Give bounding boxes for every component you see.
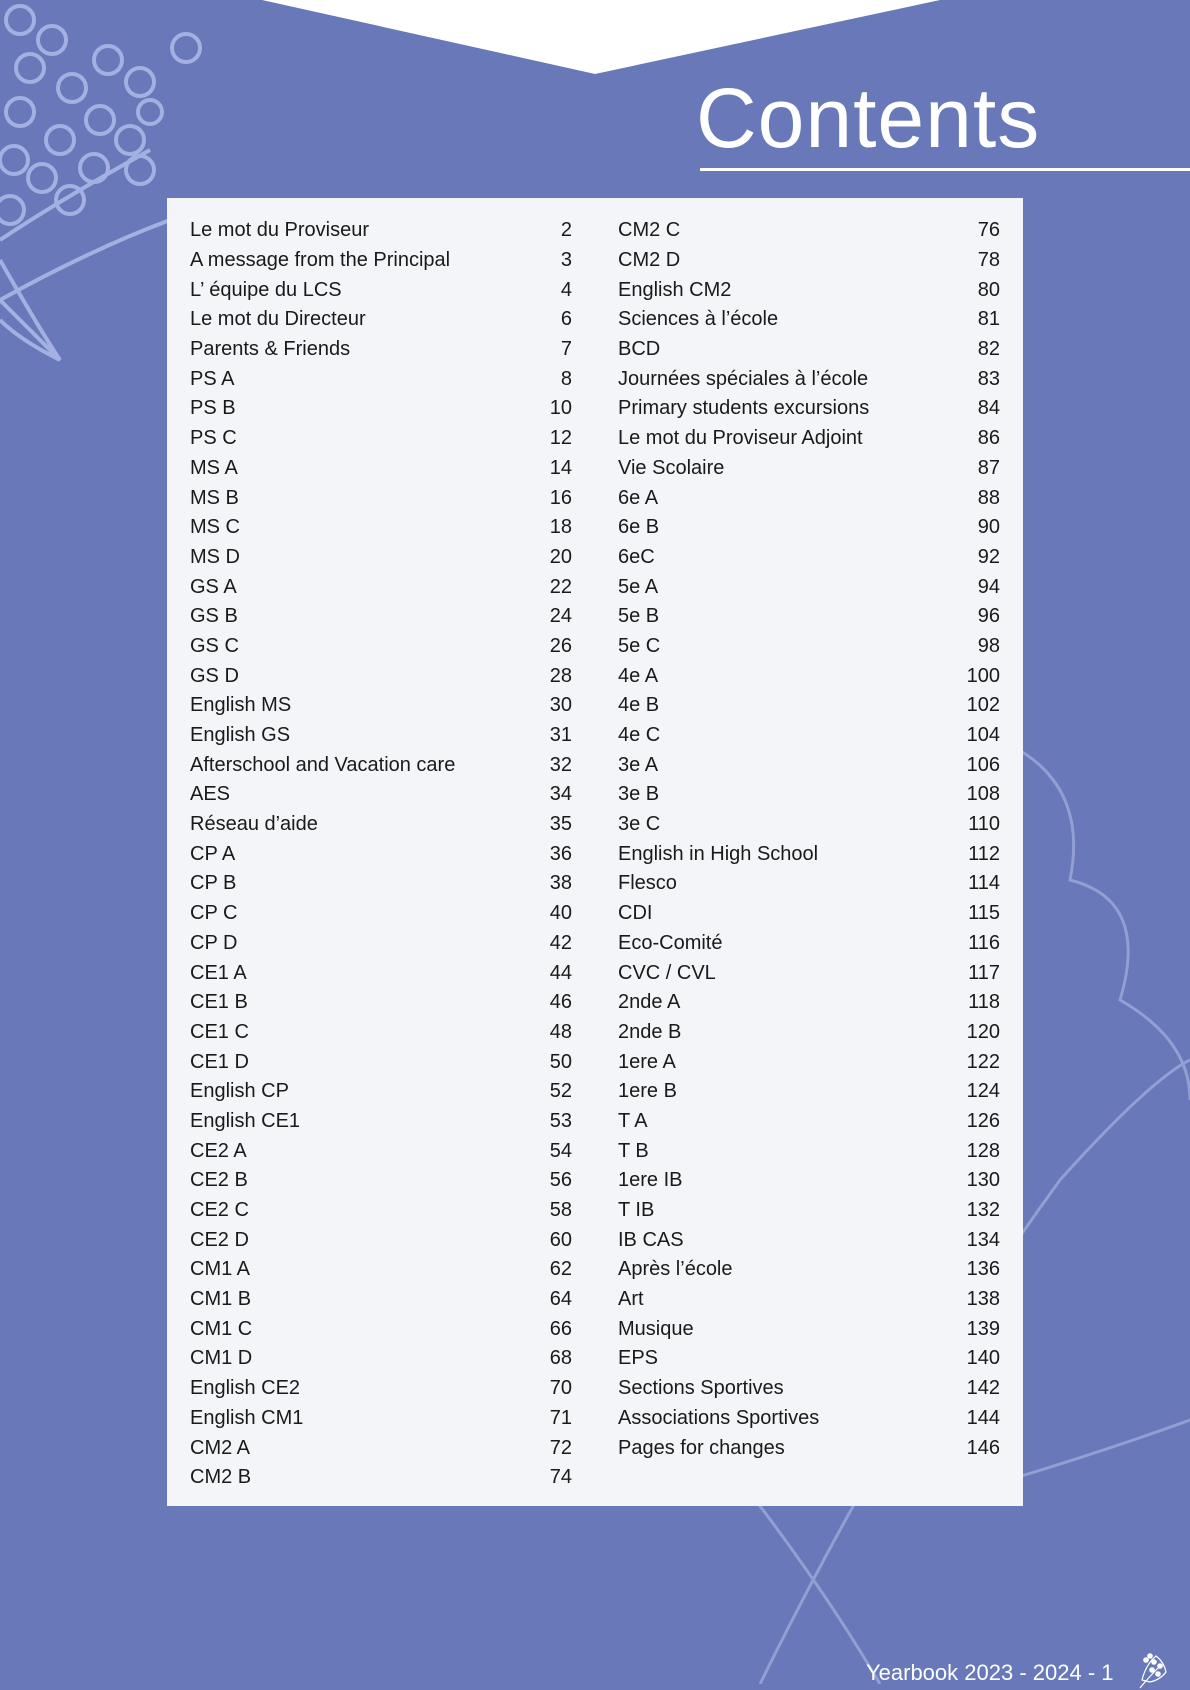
toc-entry-page: 46	[549, 991, 572, 1014]
toc-entry[interactable]	[190, 305, 572, 335]
toc-entry[interactable]	[618, 1314, 1000, 1344]
toc-entry-page: 7	[560, 338, 572, 361]
toc-entry[interactable]	[618, 1077, 1000, 1107]
toc-entry-label: Sciences à l’école	[618, 308, 779, 331]
toc-entry-label: IB CAS	[618, 1228, 684, 1251]
toc-entry-page: 34	[549, 783, 572, 806]
toc-entry-label: T B	[618, 1139, 649, 1162]
toc-entry-label: English CM1	[190, 1406, 304, 1429]
toc-entry-label: MS D	[190, 545, 240, 568]
toc-entry-page: 38	[549, 872, 572, 895]
toc-entry-page: 124	[966, 1080, 1000, 1103]
toc-entry-label: PS A	[190, 367, 235, 390]
toc-entry-page: 10	[549, 397, 572, 420]
toc-entry[interactable]	[618, 364, 1000, 394]
toc-entry-label: GS D	[190, 664, 239, 687]
toc-entry[interactable]	[190, 780, 572, 810]
toc-entry-page: 142	[966, 1377, 1000, 1400]
toc-entry-page: 70	[549, 1377, 572, 1400]
toc-entry[interactable]	[618, 810, 1000, 840]
toc-entry[interactable]	[618, 394, 1000, 424]
toc-entry-label: EPS	[618, 1347, 659, 1370]
toc-entry-page: 132	[966, 1199, 1000, 1222]
toc-entry-page: 82	[977, 338, 1000, 361]
toc-entry[interactable]	[190, 216, 572, 246]
toc-entry-page: 74	[549, 1466, 572, 1489]
footer-page-label: Yearbook 2023 - 2024 - 1	[866, 1660, 1114, 1685]
toc-entry[interactable]	[618, 958, 1000, 988]
toc-entry-label: 5e A	[618, 575, 659, 598]
toc-entry[interactable]	[190, 1344, 572, 1374]
toc-entry[interactable]	[190, 1463, 572, 1493]
toc-entry-page: 90	[977, 516, 1000, 539]
toc-entry-page: 72	[549, 1436, 572, 1459]
toc-entry-page: 120	[966, 1020, 1000, 1043]
toc-entry-page: 50	[549, 1050, 572, 1073]
toc-entry-label: Art	[618, 1288, 644, 1311]
toc-entry[interactable]	[618, 454, 1000, 484]
toc-entry-label: GS B	[190, 605, 238, 628]
toc-entry-label: 4e B	[618, 694, 660, 717]
toc-entry[interactable]	[190, 1374, 572, 1404]
toc-entry[interactable]	[190, 246, 572, 276]
toc-entry-label: 4e A	[618, 664, 659, 687]
toc-entry-page: 48	[549, 1020, 572, 1043]
leaf-logo-icon	[1134, 1650, 1172, 1690]
toc-entry-label: 4e C	[618, 724, 661, 747]
toc-entry-label: CM2 B	[190, 1466, 252, 1489]
toc-entry-page: 102	[966, 694, 1000, 717]
toc-entry-label: PS C	[190, 427, 237, 450]
toc-entry[interactable]	[190, 1107, 572, 1137]
toc-entry-page: 106	[966, 753, 1000, 776]
toc-entry-page: 36	[549, 842, 572, 865]
toc-entry-label: 3e A	[618, 753, 659, 776]
toc-entry-page: 30	[549, 694, 572, 717]
toc-entry-label: 6eC	[618, 545, 655, 568]
toc-entry-page: 115	[968, 902, 1000, 925]
toc-entry-page: 110	[968, 813, 1000, 836]
toc-entry-page: 108	[966, 783, 1000, 806]
toc-entry-label: Afterschool and Vacation care	[190, 753, 456, 776]
toc-entry-page: 2	[560, 219, 572, 242]
toc-entry-label: 3e B	[618, 783, 660, 806]
toc-entry[interactable]	[618, 513, 1000, 543]
toc-entry[interactable]	[618, 246, 1000, 276]
toc-entry-label: 1ere B	[618, 1080, 677, 1103]
toc-entry-label: Flesco	[618, 872, 677, 895]
toc-entry[interactable]	[618, 602, 1000, 632]
toc-entry-page: 35	[549, 813, 572, 836]
toc-entry-page: 139	[966, 1317, 1000, 1340]
toc-entry-page: 56	[549, 1169, 572, 1192]
toc-entry-label: MS A	[190, 456, 238, 479]
toc-entry-label: English CE2	[190, 1377, 301, 1400]
toc-entry[interactable]	[618, 1196, 1000, 1226]
toc-entry[interactable]	[618, 1433, 1000, 1463]
toc-entry-page: 114	[968, 872, 1000, 895]
toc-entry-label: Parents & Friends	[190, 338, 351, 361]
toc-entry-label: English GS	[190, 724, 291, 747]
toc-entry-page: 14	[549, 456, 572, 479]
toc-entry[interactable]	[190, 1196, 572, 1226]
toc-entry-label: Le mot du Proviseur Adjoint	[618, 427, 863, 450]
toc-entry[interactable]	[618, 839, 1000, 869]
toc-entry-label: CM1 B	[190, 1288, 252, 1311]
toc-entry-label: CM2 C	[618, 219, 681, 242]
toc-entry-page: 71	[549, 1406, 572, 1429]
toc-entry[interactable]	[190, 721, 572, 751]
toc-entry[interactable]	[190, 335, 572, 365]
toc-entry-page: 31	[549, 724, 572, 747]
toc-entry[interactable]	[618, 1404, 1000, 1434]
toc-entry-page: 42	[549, 931, 572, 954]
toc-entry-label: English CP	[190, 1080, 289, 1103]
toc-entry-label: CM2 A	[190, 1436, 251, 1459]
toc-entry-label: A message from the Principal	[190, 249, 451, 272]
toc-entry-page: 138	[966, 1288, 1000, 1311]
toc-entry-label: Eco-Comité	[618, 931, 723, 954]
toc-entry-page: 53	[549, 1109, 572, 1132]
toc-entry-label: Après l’école	[618, 1258, 733, 1281]
toc-entry-label: English CE1	[190, 1109, 301, 1132]
toc-entry-page: 100	[966, 664, 1000, 687]
toc-entry[interactable]	[618, 1285, 1000, 1315]
toc-entry-page: 40	[549, 902, 572, 925]
toc-entry-label: BCD	[618, 338, 661, 361]
toc-entry-label: CE1 B	[190, 991, 248, 1014]
toc-entry[interactable]	[618, 899, 1000, 929]
toc-entry-label: CE2 C	[190, 1199, 249, 1222]
toc-entry-page: 58	[549, 1199, 572, 1222]
toc-entry[interactable]	[618, 305, 1000, 335]
toc-entry-page: 116	[968, 931, 1000, 954]
toc-entry[interactable]	[190, 1077, 572, 1107]
toc-entry-page: 130	[966, 1169, 1000, 1192]
toc-entry-page: 4	[560, 278, 572, 301]
toc-entry[interactable]	[618, 1374, 1000, 1404]
toc-entry-label: Réseau d’aide	[190, 813, 318, 836]
toc-entry[interactable]	[190, 929, 572, 959]
toc-entry-page: 112	[968, 842, 1000, 865]
toc-entry-page: 126	[966, 1109, 1000, 1132]
toc-entry-page: 22	[549, 575, 572, 598]
toc-entry-page: 64	[549, 1288, 572, 1311]
toc-entry-page: 146	[966, 1436, 1000, 1459]
toc-entry-label: CM2 D	[618, 249, 681, 272]
toc-entry-page: 54	[549, 1139, 572, 1162]
toc-entry-label: Le mot du Directeur	[190, 308, 366, 331]
toc-entry-label: CP D	[190, 931, 238, 954]
toc-entry[interactable]	[618, 1107, 1000, 1137]
toc-entry[interactable]	[190, 810, 572, 840]
toc-entry-label: MS C	[190, 516, 240, 539]
toc-entry[interactable]	[190, 899, 572, 929]
toc-entry-label: Associations Sportives	[618, 1406, 820, 1429]
toc-entry[interactable]	[190, 750, 572, 780]
toc-entry-page: 88	[977, 486, 1000, 509]
toc-entry-page: 83	[977, 367, 1000, 390]
toc-entry-page: 134	[966, 1228, 1000, 1251]
toc-entry-page: 44	[549, 961, 572, 984]
toc-entry-page: 136	[966, 1258, 1000, 1281]
toc-entry-label: MS B	[190, 486, 239, 509]
toc-column-left	[190, 216, 572, 1493]
toc-entry[interactable]	[618, 1047, 1000, 1077]
toc-entry-page: 122	[966, 1050, 1000, 1073]
toc-entry-label: English MS	[190, 694, 292, 717]
toc-entry[interactable]	[618, 1136, 1000, 1166]
toc-entry-label: Vie Scolaire	[618, 456, 725, 479]
toc-entry-page: 104	[966, 724, 1000, 747]
toc-entry-label: Sections Sportives	[618, 1377, 784, 1400]
toc-entry[interactable]	[618, 572, 1000, 602]
toc-entry[interactable]	[190, 839, 572, 869]
toc-entry-page: 118	[968, 991, 1000, 1014]
toc-entry-page: 24	[549, 605, 572, 628]
toc-entry[interactable]	[190, 958, 572, 988]
toc-entry-page: 52	[549, 1080, 572, 1103]
toc-entry-label: CP A	[190, 842, 236, 865]
toc-entry[interactable]	[618, 691, 1000, 721]
toc-entry-page: 16	[549, 486, 572, 509]
toc-entry-page: 96	[977, 605, 1000, 628]
toc-entry-page: 26	[549, 634, 572, 657]
toc-entry-page: 81	[977, 308, 1000, 331]
toc-entry[interactable]	[618, 1166, 1000, 1196]
toc-entry-page: 12	[549, 427, 572, 450]
toc-entry-page: 32	[549, 753, 572, 776]
toc-entry-label: 5e C	[618, 634, 661, 657]
toc-entry[interactable]	[618, 869, 1000, 899]
toc-entry-page: 98	[977, 634, 1000, 657]
toc-entry-page: 140	[966, 1347, 1000, 1370]
toc-entry[interactable]	[190, 869, 572, 899]
toc-entry-page: 144	[966, 1406, 1000, 1429]
toc-entry-page: 128	[966, 1139, 1000, 1162]
toc-entry-label: Primary students excursions	[618, 397, 870, 420]
toc-entry-label: T A	[618, 1109, 648, 1132]
toc-entry-label: AES	[190, 783, 231, 806]
toc-entry-page: 66	[549, 1317, 572, 1340]
toc-entry-label: 5e B	[618, 605, 660, 628]
toc-entry[interactable]	[190, 513, 572, 543]
toc-entry-label: CM1 C	[190, 1317, 253, 1340]
toc-entry[interactable]	[190, 424, 572, 454]
toc-entry[interactable]	[190, 1404, 572, 1434]
toc-entry-label: CVC / CVL	[618, 961, 716, 984]
toc-entry[interactable]	[618, 780, 1000, 810]
toc-entry[interactable]	[618, 216, 1000, 246]
toc-entry[interactable]	[618, 929, 1000, 959]
toc-entry-label: 2nde B	[618, 1020, 682, 1043]
toc-entry[interactable]	[618, 1018, 1000, 1048]
toc-entry[interactable]	[618, 1344, 1000, 1374]
toc-entry[interactable]	[618, 1225, 1000, 1255]
toc-entry-label: 1ere IB	[618, 1169, 683, 1192]
toc-entry[interactable]	[190, 1166, 572, 1196]
toc-entry[interactable]	[618, 424, 1000, 454]
toc-entry[interactable]	[190, 632, 572, 662]
toc-entry[interactable]	[618, 661, 1000, 691]
toc-entry[interactable]	[190, 1255, 572, 1285]
contents-panel	[167, 198, 1023, 1506]
toc-entry-page: 86	[977, 427, 1000, 450]
toc-entry[interactable]	[190, 275, 572, 305]
toc-entry[interactable]	[618, 543, 1000, 573]
toc-entry-page: 62	[549, 1258, 572, 1281]
toc-entry[interactable]	[190, 1433, 572, 1463]
toc-entry-label: CE2 B	[190, 1169, 248, 1192]
toc-entry-label: GS A	[190, 575, 237, 598]
toc-entry[interactable]	[190, 364, 572, 394]
toc-entry-label: English in High School	[618, 842, 819, 865]
toc-entry-label: Pages for changes	[618, 1436, 785, 1459]
toc-entry[interactable]	[618, 275, 1000, 305]
toc-entry[interactable]	[618, 483, 1000, 513]
toc-entry-label: 6e A	[618, 486, 659, 509]
toc-entry-label: 3e C	[618, 813, 661, 836]
toc-entry-page: 28	[549, 664, 572, 687]
toc-entry-page: 18	[549, 516, 572, 539]
toc-entry-label: CDI	[618, 902, 653, 925]
toc-entry-label: Journées spéciales à l’école	[618, 367, 869, 390]
toc-entry-label: Musique	[618, 1317, 694, 1340]
toc-entry-label: 2nde A	[618, 991, 681, 1014]
toc-entry[interactable]	[190, 543, 572, 573]
toc-column-right	[618, 216, 1000, 1463]
toc-entry-label: CE1 D	[190, 1050, 249, 1073]
toc-entry[interactable]	[190, 1047, 572, 1077]
toc-entry-label: CE1 A	[190, 961, 247, 984]
toc-entry-label: English CM2	[618, 278, 732, 301]
toc-entry-page: 3	[560, 249, 572, 272]
toc-entry[interactable]	[190, 602, 572, 632]
toc-entry-page: 8	[560, 367, 572, 390]
toc-entry[interactable]	[618, 750, 1000, 780]
toc-entry[interactable]	[618, 632, 1000, 662]
toc-entry[interactable]	[190, 454, 572, 484]
toc-entry-label: CE1 C	[190, 1020, 249, 1043]
toc-entry[interactable]	[190, 572, 572, 602]
toc-entry-label: CP B	[190, 872, 237, 895]
toc-entry[interactable]	[618, 721, 1000, 751]
toc-entry-label: L’ équipe du LCS	[190, 278, 342, 301]
toc-entry-label: CM1 A	[190, 1258, 251, 1281]
toc-entry-page: 94	[977, 575, 1000, 598]
toc-entry-label: 1ere A	[618, 1050, 676, 1073]
toc-entry-label: CE2 D	[190, 1228, 249, 1251]
toc-entry-label: T IB	[618, 1199, 655, 1222]
toc-entry[interactable]	[618, 988, 1000, 1018]
toc-entry-page: 87	[977, 456, 1000, 479]
toc-entry-page: 6	[560, 308, 572, 331]
toc-entry[interactable]	[190, 1285, 572, 1315]
toc-entry-label: CP C	[190, 902, 238, 925]
toc-entry-page: 20	[549, 545, 572, 568]
toc-entry[interactable]	[618, 335, 1000, 365]
toc-entry[interactable]	[190, 1136, 572, 1166]
toc-entry-label: GS C	[190, 634, 239, 657]
toc-entry-page: 84	[977, 397, 1000, 420]
toc-entry-page: 80	[977, 278, 1000, 301]
toc-entry-page: 60	[549, 1228, 572, 1251]
toc-entry-page: 78	[977, 249, 1000, 272]
toc-entry-label: PS B	[190, 397, 236, 420]
toc-entry[interactable]	[190, 691, 572, 721]
toc-entry-label: CE2 A	[190, 1139, 247, 1162]
toc-entry-page: 117	[968, 961, 1000, 984]
toc-entry-page: 76	[977, 219, 1000, 242]
toc-entry-page: 68	[549, 1347, 572, 1370]
toc-entry[interactable]	[190, 988, 572, 1018]
toc-entry[interactable]	[190, 1314, 572, 1344]
title-underline	[700, 168, 1190, 171]
toc-entry[interactable]	[190, 661, 572, 691]
toc-entry[interactable]	[190, 1018, 572, 1048]
toc-entry[interactable]	[190, 1225, 572, 1255]
page-title: Contents	[696, 71, 1041, 165]
toc-entry-label: Le mot du Proviseur	[190, 219, 369, 242]
toc-entry-label: 6e B	[618, 516, 660, 539]
toc-entry[interactable]	[190, 394, 572, 424]
toc-entry[interactable]	[190, 483, 572, 513]
toc-entry-page: 92	[977, 545, 1000, 568]
toc-entry-label: CM1 D	[190, 1347, 253, 1370]
toc-entry[interactable]	[618, 1255, 1000, 1285]
